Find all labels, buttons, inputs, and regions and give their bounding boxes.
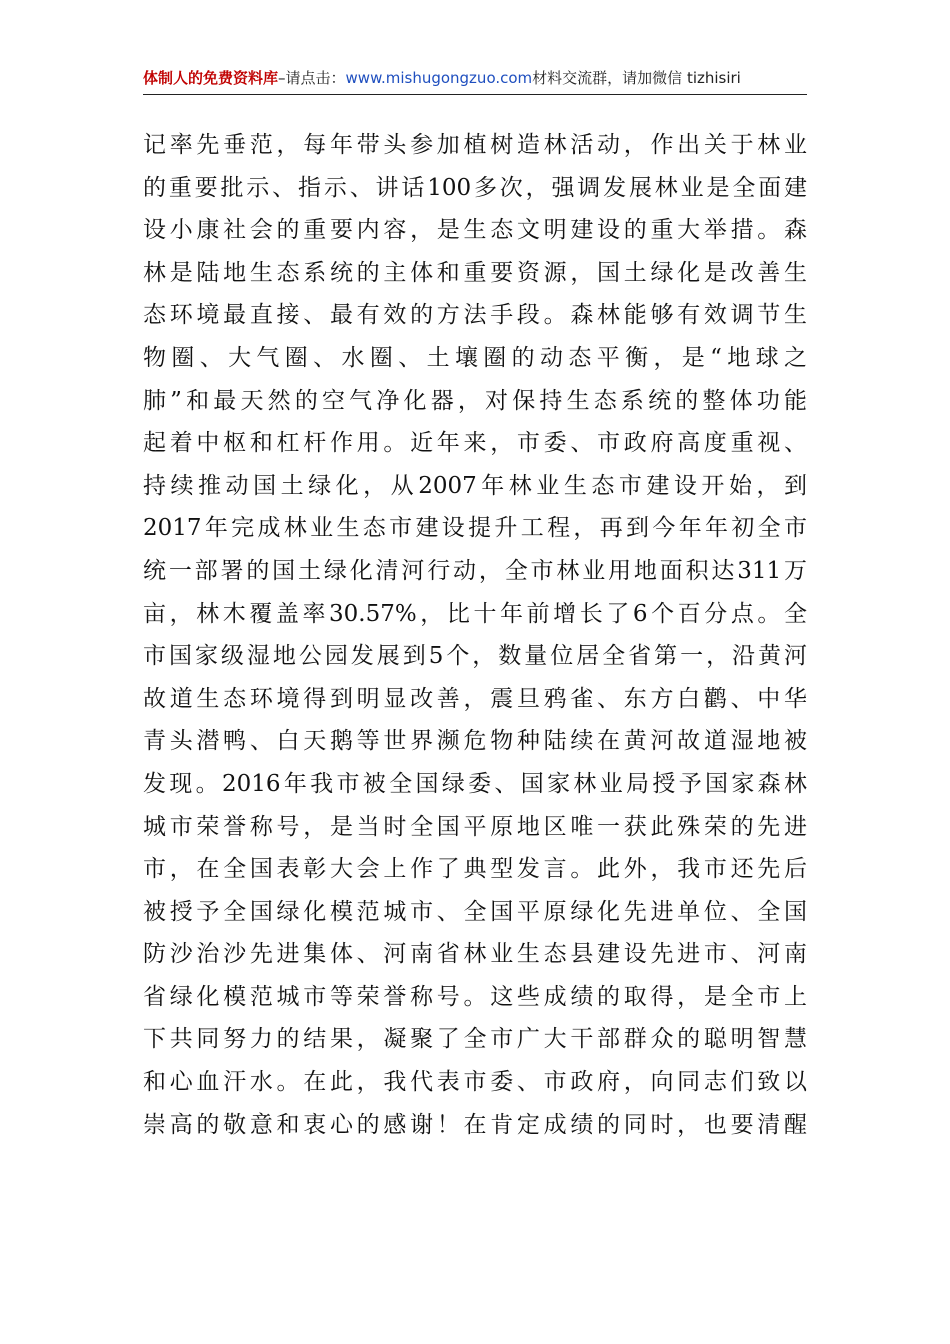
body-line: 林是陆地生态系统的主体和重要资源，国土绿化是改善生 (143, 259, 807, 286)
body-line: 2017年完成林业生态市建设提升工程，再到今年年初全市 (143, 515, 807, 542)
body-line: 青头潜鸭、白天鹅等世界濒危物种陆续在黄河故道湿地被 (143, 728, 807, 755)
body-line: 市国家级湿地公园发展到5个，数量位居全省第一，沿黄河 (143, 643, 807, 670)
body-line: 态环境最直接、最有效的方法手段。森林能够有效调节生 (143, 302, 807, 329)
header-website-link[interactable]: www.mishugongzuo.com (345, 69, 533, 87)
body-line: 肺”和最天然的空气净化器，对保持生态系统的整体功能 (143, 387, 807, 414)
header-wechat-note: 材料交流群，请加微信 tizhisiri (532, 69, 741, 87)
body-line: 发现。2016年我市被全国绿委、国家林业局授予国家森林 (143, 770, 807, 797)
body-line: 的重要批示、指示、讲话100多次，强调发展林业是全面建 (143, 174, 807, 201)
body-line: 记率先垂范，每年带头参加植树造林活动，作出关于林业 (143, 132, 807, 158)
body-line: 和心血汗水。在此，我代表市委、市政府，向同志们致以 (143, 1069, 807, 1096)
body-line: 持续推动国土绿化，从2007年林业生态市建设开始，到 (143, 472, 807, 499)
body-line: 设小康社会的重要内容，是生态文明建设的重大举措。森 (143, 217, 807, 244)
body-line: 物圈、大气圈、水圈、土壤圈的动态平衡，是“地球之 (143, 344, 807, 371)
header-brand: 体制人的免费资料库 (143, 69, 279, 87)
body-line: 亩，林木覆盖率30.57%，比十年前增长了6个百分点。全 (143, 600, 807, 627)
body-line: 被授予全国绿化模范城市、全国平原绿化先进单位、全国 (143, 898, 807, 925)
body-line: 下共同努力的结果，凝聚了全市广大干部群众的聪明智慧 (143, 1026, 807, 1053)
body-line: 统一部署的国土绿化清河行动，全市林业用地面积达311万 (143, 557, 807, 584)
document-body (143, 124, 807, 1146)
body-line: 市，在全国表彰大会上作了典型发言。此外，我市还先后 (143, 856, 807, 883)
body-line: 城市荣誉称号，是当时全国平原地区唯一获此殊荣的先进 (143, 813, 807, 840)
body-line: 省绿化模范城市等荣誉称号。这些成绩的取得，是全市上 (143, 983, 807, 1010)
page-header (143, 62, 807, 95)
body-line: 崇高的敬意和衷心的感谢！在肯定成绩的同时，也要清醒 (143, 1111, 807, 1138)
body-line: 故道生态环境得到明显改善，震旦鸦雀、东方白鹳、中华 (143, 685, 807, 712)
header-prompt: –请点击： (278, 69, 346, 87)
body-line: 防沙治沙先进集体、河南省林业生态县建设先进市、河南 (143, 941, 807, 968)
body-line: 起着中枢和杠杆作用。近年来，市委、市政府高度重视、 (143, 430, 807, 457)
